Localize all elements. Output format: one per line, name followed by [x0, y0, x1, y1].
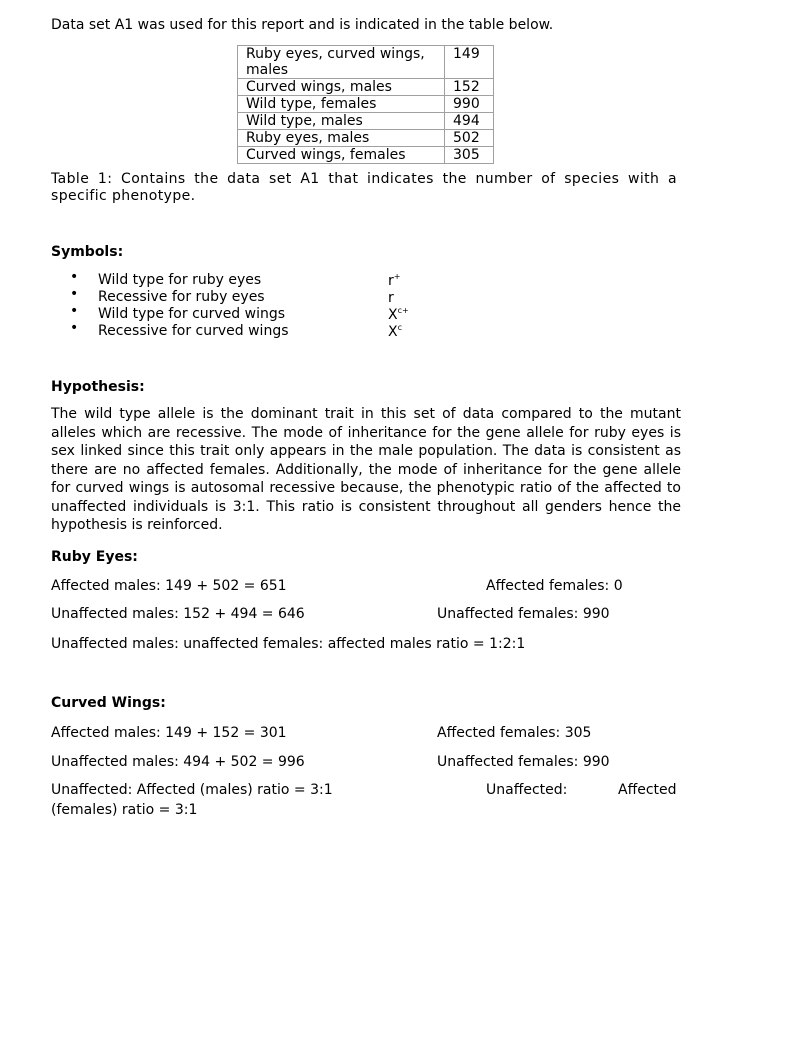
- table-row: [238, 46, 494, 79]
- table-caption: Table 1: Contains the data set A1 that indicates the number of species with a specific phenotype.: [51, 171, 677, 204]
- curved-affected-males: Affected males: 149 + 152 = 301: [51, 725, 287, 741]
- symbol-list-item: [70, 269, 490, 289]
- symbol-list-item: [70, 286, 490, 306]
- table-cell-label: Ruby eyes, males: [238, 130, 445, 147]
- table-row: [238, 147, 494, 164]
- intro-text: Data set A1 was used for this report and is indicated in the table below.: [51, 17, 554, 33]
- ruby-affected-females: Affected females: 0: [486, 578, 623, 594]
- ruby-ratio: Unaffected males: unaffected females: affected males ratio = 1:2:1: [51, 636, 526, 652]
- table-cell-label: Wild type, males: [238, 113, 445, 130]
- allele-symbol: r: [388, 290, 394, 306]
- ruby-unaffected-males: Unaffected males: 152 + 494 = 646: [51, 606, 305, 622]
- curved-unaffected-males: Unaffected males: 494 + 502 = 996: [51, 754, 305, 770]
- table-cell-value: 502: [445, 130, 494, 147]
- table-row: [238, 113, 494, 130]
- bullet-icon: •: [70, 320, 79, 336]
- table-cell-value: 149: [445, 46, 494, 79]
- curved-affected-females: Affected females: 305: [437, 725, 592, 741]
- symbol-label: Recessive for curved wings: [98, 323, 289, 339]
- bullet-icon: •: [70, 269, 79, 285]
- table-cell-label: Ruby eyes, curved wings, males: [238, 46, 445, 79]
- table-cell-label: Curved wings, males: [238, 79, 445, 96]
- data-table: [237, 45, 494, 164]
- table-row: [238, 130, 494, 147]
- allele-symbol: r+: [388, 272, 401, 289]
- table-row: [238, 96, 494, 113]
- ruby-affected-males: Affected males: 149 + 502 = 651: [51, 578, 287, 594]
- hypothesis-paragraph: The wild type allele is the dominant trait in this set of data compared to the mutant alleles which are recessive. The mode of inheritance for the gene allele for ruby eyes is sex linked since this trait only appears in the male population. The data is consistent as there are no affected females. Additionally, the mode of inheritance for the gene allele for curved wings is autosomal recessive because, the phenotypic ratio of the affected to unaffected individuals is 3:1. This ratio is consistent throughout all genders hence the hypothesis is reinforced.: [51, 406, 681, 533]
- symbol-list-item: [70, 303, 490, 323]
- curved-wings-heading: Curved Wings:: [51, 695, 166, 711]
- curved-ratio-females-mid: Affected: [618, 782, 677, 798]
- table-cell-label: Wild type, females: [238, 96, 445, 113]
- ruby-eyes-heading: Ruby Eyes:: [51, 549, 138, 565]
- symbol-label: Wild type for curved wings: [98, 306, 286, 322]
- ruby-unaffected-females: Unaffected females: 990: [437, 606, 610, 622]
- bullet-icon: •: [70, 303, 79, 319]
- allele-symbol: $X^c$: [388, 323, 402, 340]
- bullet-icon: •: [70, 286, 79, 302]
- table-row: [238, 79, 494, 96]
- curved-ratio-females-start: Unaffected:: [486, 782, 568, 798]
- symbol-label: Wild type for ruby eyes: [98, 272, 262, 288]
- table-cell-label: Curved wings, females: [238, 147, 445, 164]
- hypothesis-heading: Hypothesis:: [51, 379, 145, 395]
- curved-ratio-females-end: (females) ratio = 3:1: [51, 802, 198, 818]
- table-cell-value: 990: [445, 96, 494, 113]
- table-cell-value: 305: [445, 147, 494, 164]
- table-cell-value: 494: [445, 113, 494, 130]
- allele-symbol: $X^{c+}$: [388, 306, 409, 323]
- symbols-heading: Symbols:: [51, 244, 124, 260]
- table-cell-value: 152: [445, 79, 494, 96]
- curved-unaffected-females: Unaffected females: 990: [437, 754, 610, 770]
- symbol-label: Recessive for ruby eyes: [98, 289, 265, 305]
- curved-ratio-males: Unaffected: Affected (males) ratio = 3:1: [51, 782, 333, 798]
- symbol-list-item: [70, 320, 490, 340]
